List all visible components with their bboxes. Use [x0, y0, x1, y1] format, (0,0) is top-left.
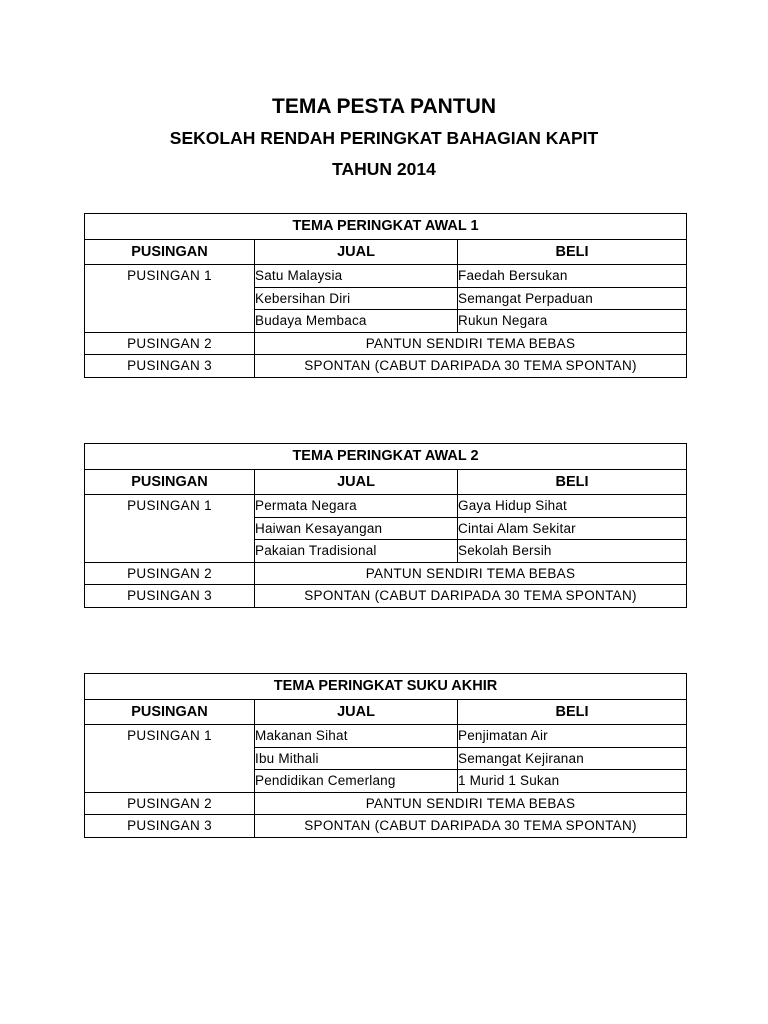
beli-theme: 1 Murid 1 Sukan — [458, 770, 687, 793]
column-header-round: PUSINGAN — [85, 700, 255, 725]
round-1-label: PUSINGAN 1 — [85, 265, 255, 333]
jual-theme: Pendidikan Cemerlang — [255, 770, 458, 793]
theme-table-awal-1 — [84, 213, 687, 378]
round-3-label: PUSINGAN 3 — [85, 355, 255, 378]
column-header-round: PUSINGAN — [85, 470, 255, 495]
column-header-round: PUSINGAN — [85, 240, 255, 265]
theme-table-suku-akhir — [84, 673, 687, 838]
table-caption: TEMA PERINGKAT AWAL 1 — [85, 214, 687, 240]
round-2-theme: PANTUN SENDIRI TEMA BEBAS — [255, 562, 687, 585]
table-row — [85, 355, 687, 378]
column-header-sell: JUAL — [255, 470, 458, 495]
round-2-theme: PANTUN SENDIRI TEMA BEBAS — [255, 332, 687, 355]
round-3-theme: SPONTAN (CABUT DARIPADA 30 TEMA SPONTAN) — [255, 355, 687, 378]
table-row — [85, 725, 687, 748]
table-caption: TEMA PERINGKAT SUKU AKHIR — [85, 674, 687, 700]
jual-theme: Pakaian Tradisional — [255, 540, 458, 563]
table-row — [85, 815, 687, 838]
column-header-sell: JUAL — [255, 240, 458, 265]
round-1-label: PUSINGAN 1 — [85, 495, 255, 563]
table-row — [85, 792, 687, 815]
column-header-buy: BELI — [458, 700, 687, 725]
theme-table-awal-2 — [84, 443, 687, 608]
round-2-theme: PANTUN SENDIRI TEMA BEBAS — [255, 792, 687, 815]
document-year: TAHUN 2014 — [332, 159, 436, 179]
jual-theme: Satu Malaysia — [255, 265, 458, 288]
table-row — [85, 585, 687, 608]
jual-theme: Budaya Membaca — [255, 310, 458, 333]
round-3-label: PUSINGAN 3 — [85, 815, 255, 838]
table-row — [85, 562, 687, 585]
table-caption: TEMA PERINGKAT AWAL 2 — [85, 444, 687, 470]
column-header-sell: JUAL — [255, 700, 458, 725]
jual-theme: Makanan Sihat — [255, 725, 458, 748]
beli-theme: Gaya Hidup Sihat — [458, 495, 687, 518]
beli-theme: Cintai Alam Sekitar — [458, 517, 687, 540]
document-header — [0, 93, 768, 186]
jual-theme: Kebersihan Diri — [255, 287, 458, 310]
jual-theme: Permata Negara — [255, 495, 458, 518]
table-row — [85, 265, 687, 288]
column-header-buy: BELI — [458, 240, 687, 265]
round-3-label: PUSINGAN 3 — [85, 585, 255, 608]
round-2-label: PUSINGAN 2 — [85, 792, 255, 815]
jual-theme: Haiwan Kesayangan — [255, 517, 458, 540]
table-row — [85, 332, 687, 355]
document-subtitle: SEKOLAH RENDAH PERINGKAT BAHAGIAN KAPIT — [169, 128, 599, 148]
beli-theme: Penjimatan Air — [458, 725, 687, 748]
document-title: TEMA PESTA PANTUN — [272, 95, 496, 118]
round-2-label: PUSINGAN 2 — [85, 332, 255, 355]
round-3-theme: SPONTAN (CABUT DARIPADA 30 TEMA SPONTAN) — [255, 815, 687, 838]
round-2-label: PUSINGAN 2 — [85, 562, 255, 585]
jual-theme: Ibu Mithali — [255, 747, 458, 770]
round-3-theme: SPONTAN (CABUT DARIPADA 30 TEMA SPONTAN) — [255, 585, 687, 608]
beli-theme: Semangat Kejiranan — [458, 747, 687, 770]
beli-theme: Sekolah Bersih — [458, 540, 687, 563]
beli-theme: Rukun Negara — [458, 310, 687, 333]
beli-theme: Faedah Bersukan — [458, 265, 687, 288]
table-row — [85, 495, 687, 518]
beli-theme: Semangat Perpaduan — [458, 287, 687, 310]
column-header-buy: BELI — [458, 470, 687, 495]
round-1-label: PUSINGAN 1 — [85, 725, 255, 793]
